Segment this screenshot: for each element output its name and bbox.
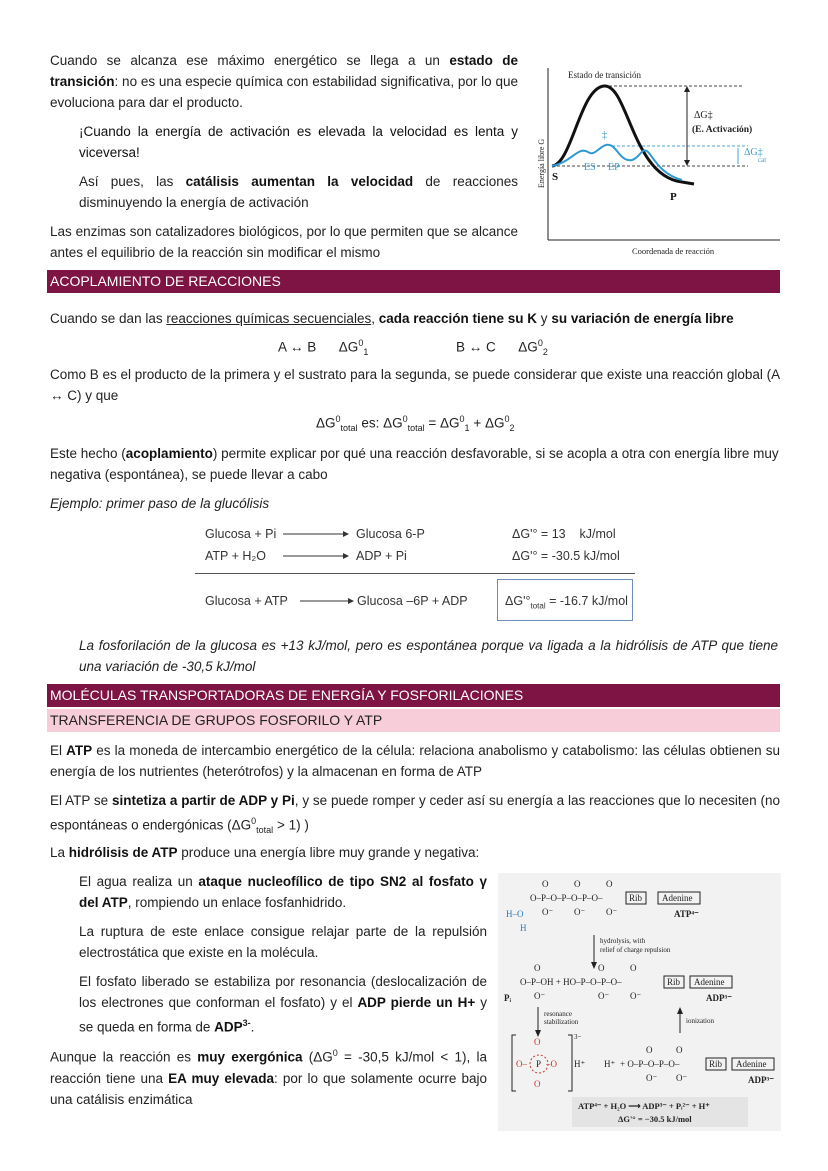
intro-paragraph-2: ¡Cuando la energía de activación es elevada la velocidad es lenta y viceversa!	[79, 124, 518, 160]
svg-text:O–P–OH + HO–P–O–P–O–: O–P–OH + HO–P–O–P–O–	[520, 977, 622, 987]
atp-paragraph-3: La hidrólisis de ATP produce una energía libre muy grande y negativa:	[50, 845, 480, 860]
atp-bullet-2: La ruptura de este enlace consigue relajar parte de la repulsión electrostática que existe en la molécula.	[79, 924, 487, 960]
hplus-label-1: H⁺	[574, 1059, 586, 1069]
svg-text:O⁻: O⁻	[646, 1073, 658, 1083]
svg-text:–O: –O	[546, 1059, 557, 1069]
atp-hydrolysis-figure	[498, 873, 781, 1131]
hydrolysis-equation: ATP⁴⁻ + H₂O ⟶ ADP³⁻ + Pᵢ²⁻ + H⁺	[578, 1101, 710, 1111]
adp3-label-2: ADP³⁻	[748, 1075, 774, 1085]
activation-label: (E. Activación)	[692, 125, 753, 135]
svg-text:O: O	[534, 963, 541, 973]
ionization-label: ionization	[686, 1017, 714, 1025]
equation-bc: B ↔ C $\Delta G^0_2$	[456, 338, 548, 358]
diagram-xlabel: Coordenada de reacción	[632, 246, 715, 256]
atp-paragraph-2: El ATP se sintetiza a partir de ADP y Pi, y se puede romper y ceder así su energía a las reacciones que lo necesiten (no espontáneas o endergónicas $(\Delta G^0_{total} > 1)$ )	[50, 793, 781, 836]
es-label: ES	[584, 162, 596, 173]
dg-cat-sub: cat	[758, 156, 767, 164]
reaction-1-arrow	[283, 529, 351, 539]
diagram-ylabel: Energía libre G	[537, 138, 546, 188]
svg-text:H–O: H–O	[506, 909, 524, 919]
dg-cat-label: ΔG‡	[744, 147, 763, 158]
reaction-divider	[195, 573, 635, 574]
section-header-acoplamiento: ACOPLAMIENTO DE REACCIONES	[47, 270, 780, 293]
svg-text:O: O	[534, 1079, 541, 1089]
reaction-1-left: Glucosa + Pi	[205, 527, 277, 541]
svg-text:O⁻: O⁻	[534, 991, 546, 1001]
atp4-label: ATP⁴⁻	[674, 909, 699, 919]
diagram-title: Estado de transición	[568, 70, 641, 80]
svg-text:O: O	[574, 879, 581, 889]
svg-text:O: O	[542, 879, 549, 889]
reaction-2-arrow	[283, 551, 351, 561]
svg-text:O⁻: O⁻	[598, 991, 610, 1001]
total-reaction-right: Glucosa –6P + ADP	[357, 594, 468, 608]
s-label: S	[552, 171, 559, 183]
svg-text:O–P–O–P–O–P–O–: O–P–O–P–O–P–O–	[530, 893, 603, 903]
svg-text:O: O	[606, 879, 613, 889]
svg-text:O: O	[646, 1045, 653, 1055]
adp3-label-1: ADP³⁻	[706, 993, 732, 1003]
stabilization-label: stabilization	[544, 1018, 579, 1026]
intro-paragraph-1: Cuando se alcanza ese máximo energético se llega a un estado de transición: no es una especie química con estabilidad significativa, por lo que evoluciona para dar el producto.	[50, 53, 518, 110]
acoplamiento-paragraph-2: Como B es el producto de la primera y el sustrato para la segunda, se puede considerar que existe una reacción global (A ↔ C) y que	[50, 367, 780, 403]
svg-text:O⁻: O⁻	[542, 907, 554, 917]
dagger-label: ‡	[602, 130, 607, 141]
dg-label: ΔG‡	[694, 110, 713, 121]
svg-text:H: H	[520, 923, 527, 933]
rib-label-3: Rib	[709, 1059, 723, 1069]
rib-label-2: Rib	[667, 977, 681, 987]
svg-text:P: P	[536, 1059, 542, 1069]
reaction-1-dg: ΔG'° = 13 kJ/mol	[512, 527, 616, 541]
svg-text:O: O	[630, 963, 637, 973]
adenine-label-3: Adenine	[736, 1059, 767, 1069]
equation-total: $\Delta G^0_{total}$ es: $\Delta G^0_{total} = \Delta G^0_1 + \Delta G^0_2$	[316, 414, 515, 434]
ep-label: EP	[608, 162, 620, 173]
svg-text:O: O	[534, 1037, 541, 1047]
glucolisis-note: La fosforilación de la glucosa es +13 kJ/mol, pero es espontánea porque va ligada a la hidrólisis de ATP que tiene una variación de -30,5 kJ/mol	[79, 638, 778, 674]
resonance-label: resonance	[544, 1010, 572, 1018]
intro-paragraph-4: Las enzimas son catalizadores biológicos, por lo que permiten que se alcance antes el equilibrio de la reacción sin modificar el mismo	[50, 224, 518, 260]
reaction-1-right: Glucosa 6-P	[356, 527, 425, 541]
atp-paragraph-4: Aunque la reacción es muy exergónica ($\Delta G^0 = -30,5$ kJ/mol < 1), la reacción tiene una EA muy elevada: por lo que solamente ocurre bajo una catálisis enzimática	[50, 1048, 488, 1107]
svg-text:O–: O–	[516, 1059, 527, 1069]
hydrolysis-label: hydrolysis, with	[600, 937, 646, 945]
hplus-label-2: H⁺	[604, 1059, 616, 1069]
rib-label-1: Rib	[629, 893, 643, 903]
svg-text:3−: 3−	[574, 1033, 582, 1041]
example-label: Ejemplo: primer paso de la glucólisis	[50, 496, 270, 511]
p-label: P	[670, 191, 677, 203]
svg-text:O: O	[598, 963, 605, 973]
svg-text:+ O–P–O–P–O–: + O–P–O–P–O–	[620, 1059, 680, 1069]
acoplamiento-paragraph-1: Cuando se dan las reacciones químicas secuenciales, cada reacción tiene su K y su variación de energía libre	[50, 311, 734, 326]
reaction-2-right: ADP + Pi	[356, 549, 407, 563]
atp-bullet-3: El fosfato liberado se estabiliza por resonancia (deslocalización de los electrones que conforman el fosfato) y el ADP pierde un H+ y se queda en forma de $ADP^{3-}$.	[79, 974, 487, 1035]
svg-text:O⁻: O⁻	[630, 991, 642, 1001]
energy-diagram	[532, 58, 782, 268]
svg-text:O⁻: O⁻	[676, 1073, 688, 1083]
adenine-label-1: Adenine	[662, 893, 693, 903]
equation-ab: A ↔ B $\Delta G^0_1$	[278, 338, 369, 358]
section-header-moleculas: MOLÉCULAS TRANSPORTADORAS DE ENERGÍA Y FOSFORILACIONES	[47, 684, 780, 707]
svg-text:O: O	[676, 1045, 683, 1055]
acoplamiento-paragraph-3: Este hecho (acoplamiento) permite explicar por qué una reacción desfavorable, si se acopla a otra con energía libre muy negativa (espontánea), se puede llevar a cabo	[50, 446, 779, 482]
hydrolysis-dg: ΔG'° = −30.5 kJ/mol	[618, 1114, 692, 1124]
total-reaction-left: Glucosa + ATP	[205, 594, 288, 608]
reaction-2-left: ATP + H₂O	[205, 549, 267, 563]
svg-text:O⁻: O⁻	[574, 907, 586, 917]
uncatalyzed-curve	[552, 86, 694, 184]
subsection-header-atp: TRANSFERENCIA DE GRUPOS FOSFORILO Y ATP	[47, 709, 780, 732]
atp-paragraph-1: El ATP es la moneda de intercambio energético de la célula: relaciona anabolismo y catabolismo: las células obtienen su energía de los nutrientes (heterótrofos) y la almacenan en forma de ATP	[50, 743, 780, 779]
reaction-2-dg: ΔG'° = -30.5 kJ/mol	[512, 549, 620, 563]
hydrolysis-label-2: relief of charge repulsion	[600, 946, 671, 954]
intro-paragraph-3: Así pues, las catálisis aumentan la velocidad de reacciones disminuyendo la energía de activación	[79, 174, 519, 210]
total-reaction-dg: $\Delta G'^\circ_{total} = -16.7$ kJ/mol	[505, 594, 628, 611]
adenine-label-2: Adenine	[694, 977, 725, 987]
pi-label: Pᵢ	[504, 993, 512, 1003]
atp-bullet-1: El agua realiza un ataque nucleofílico de tipo SN2 al fosfato γ del ATP, rompiendo un enlace fosfanhidrido.	[79, 874, 487, 910]
svg-text:O⁻: O⁻	[606, 907, 618, 917]
